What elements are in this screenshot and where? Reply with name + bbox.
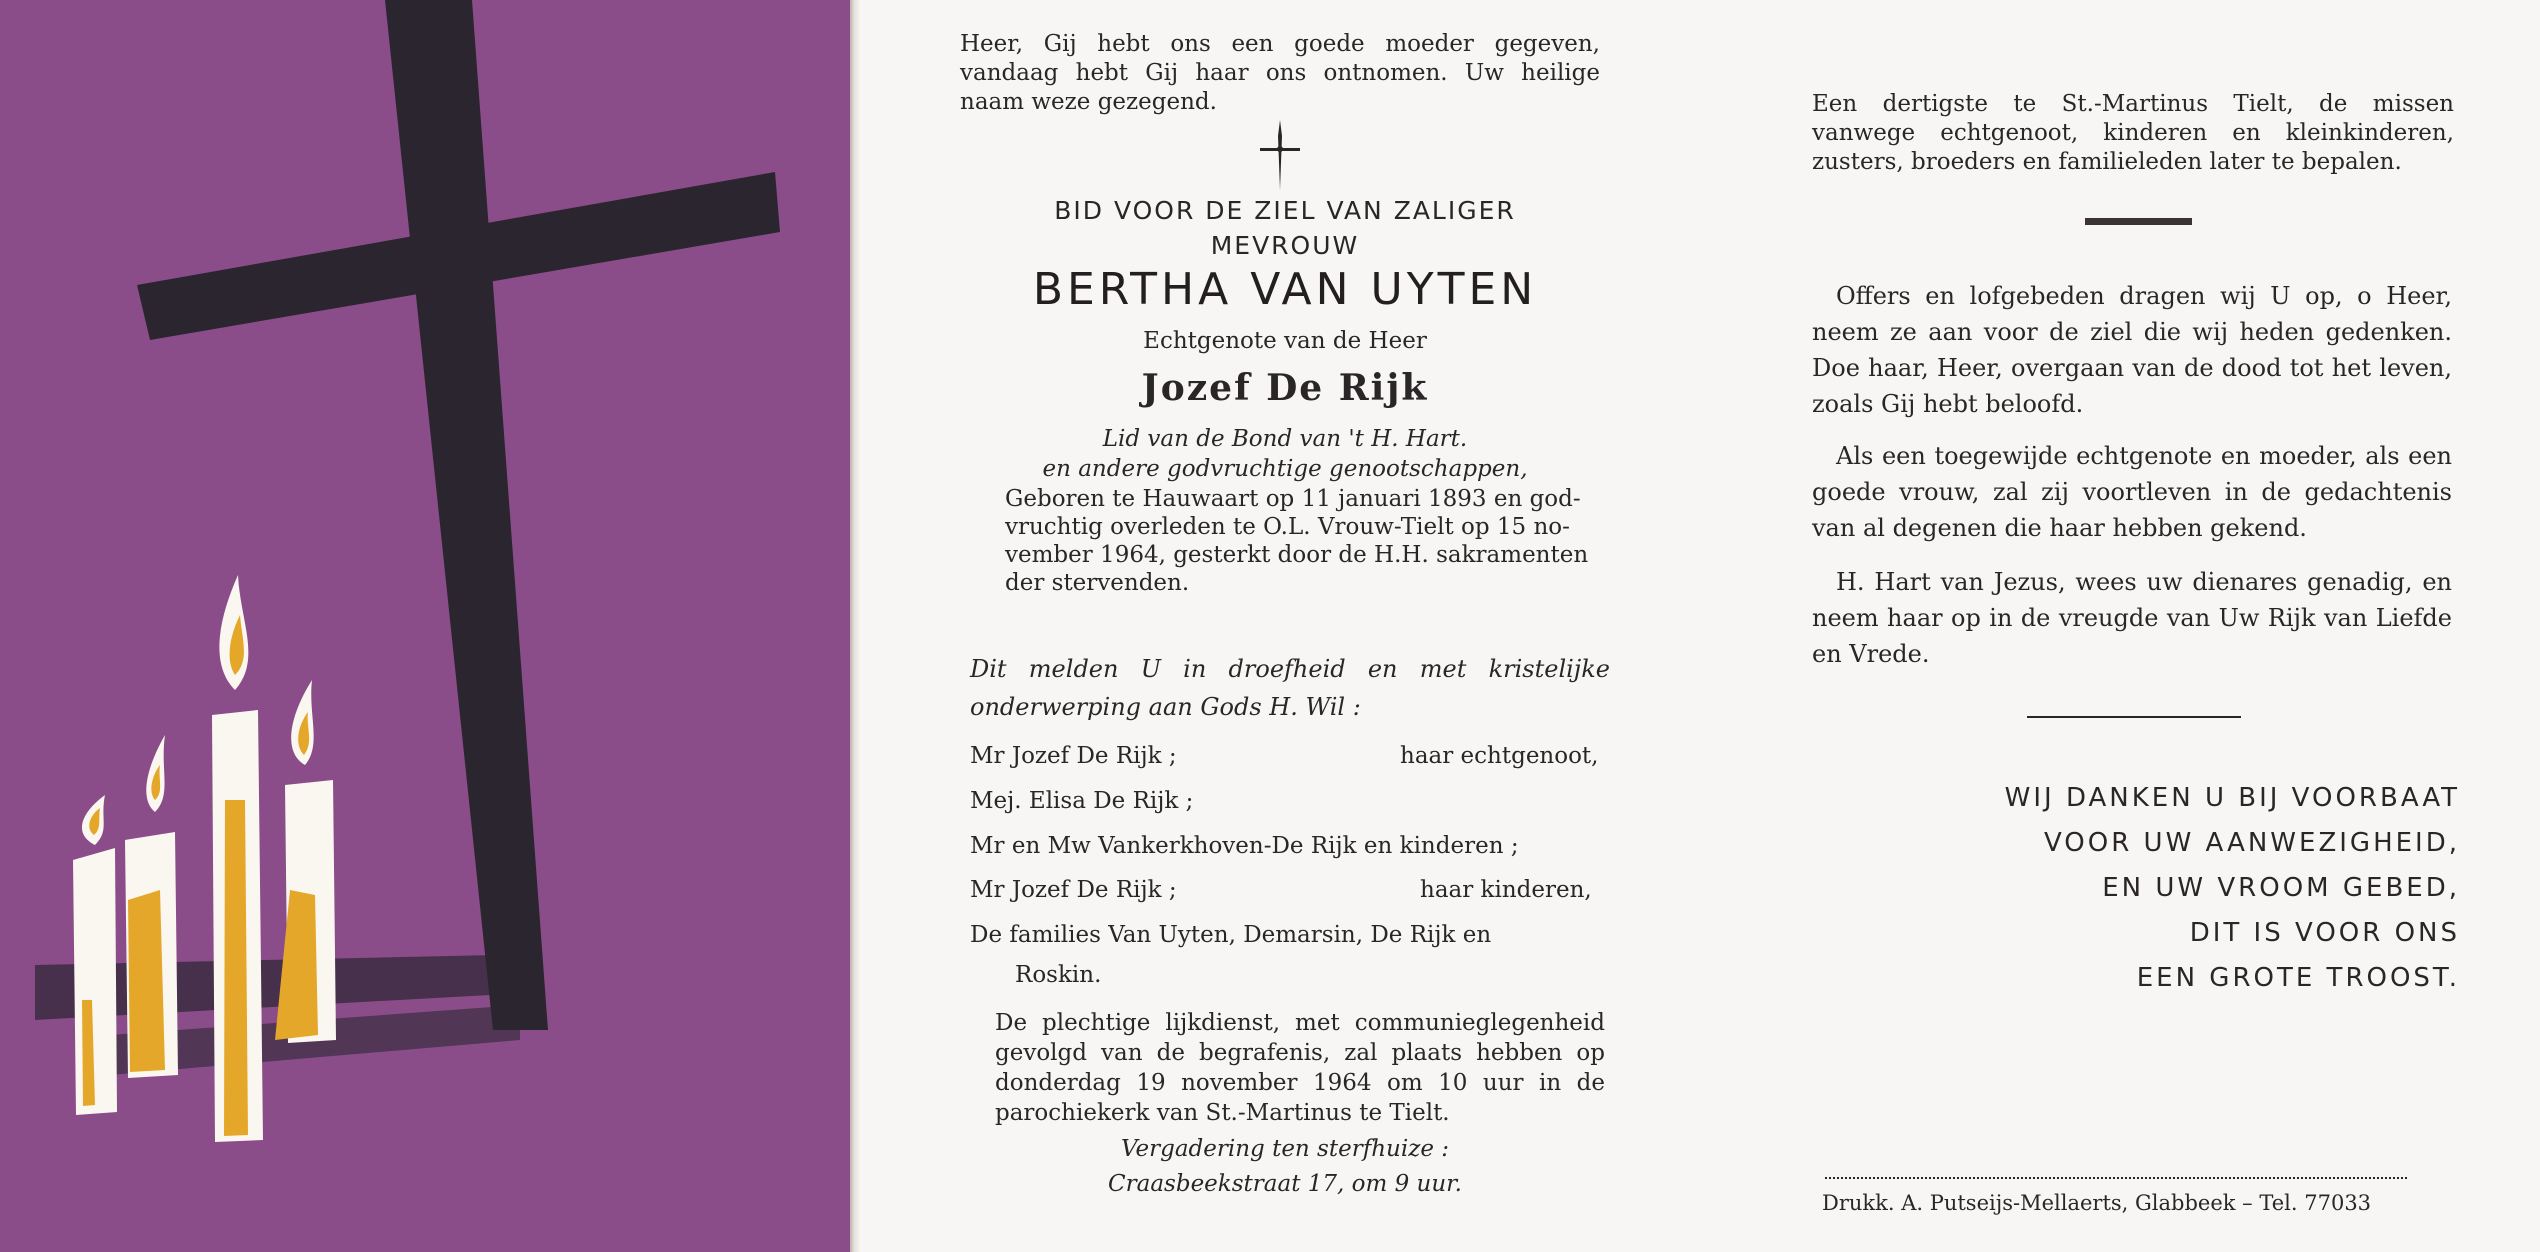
prayer-paragraph-1: Offers en lofgebeden dragen wij U op, o Heer, neem ze aan voor de ziel die wij heden gedenken. Doe haar, Heer, overgaan van de dood tot het leven, zoals Gij hebt beloofd.	[1812, 282, 2452, 418]
prayer-paragraph-2: Als een toegewijde echtgenote en moeder, als een goede vrouw, zal zij voortleven in de gedachtenis van al degenen die haar hebben gekend.	[1812, 442, 2452, 542]
printer-credit: Drukk. A. Putseijs-Mellaerts, Glabbeek – Tel. 77033	[1822, 1191, 2372, 1215]
ornament-divider	[2085, 218, 2192, 225]
family-name-6: Roskin.	[1015, 962, 1102, 988]
family-name-2: Mej. Elisa De Rijk ;	[970, 788, 1194, 814]
family-relation-1: haar echtgenoot,	[1400, 743, 1599, 769]
cover-artwork	[0, 0, 850, 1252]
section-divider	[2027, 716, 2241, 718]
family-name-4: Mr Jozef De Rijk ;	[970, 877, 1177, 903]
thanks-line-5: EEN GROTE TROOST.	[2136, 963, 2460, 993]
deceased-name: BERTHA VAN UYTEN	[1032, 264, 1538, 315]
small-cross-icon	[1255, 118, 1305, 193]
prayer-request: BID VOOR DE ZIEL VAN ZALIGER	[1054, 196, 1516, 225]
membership-line-2: en andere godvruchtige genootschappen,	[1042, 456, 1528, 482]
cover-illustration	[0, 0, 850, 1252]
life-line-2: vruchtig overleden te O.L. Vrouw-Tielt op 15 no-	[1005, 514, 1570, 540]
thanks-line-3: EN UW VROOM GEBED,	[2102, 873, 2460, 903]
spouse-intro: Echtgenote van de Heer	[1143, 328, 1427, 354]
announcement: Dit melden U in droefheid en met kristelijke onderwerping aan Gods H. Wil :	[970, 655, 1610, 721]
life-line-3: vember 1964, gesterkt door de H.H. sakramenten	[1005, 542, 1589, 568]
opening-prayer: Heer, Gij hebt ons een goede moeder gegeven, vandaag hebt Gij haar ons ontnomen. Uw heilige naam weze gezegend.	[960, 31, 1600, 115]
printer-rule	[1825, 1177, 2407, 1179]
title-mevrouw: MEVROUW	[1210, 231, 1360, 260]
card-fold	[850, 0, 860, 1252]
family-name-5: De families Van Uyten, Demarsin, De Rijk en	[970, 922, 1492, 948]
thanks-line-4: DIT IS VOOR ONS	[2189, 918, 2460, 948]
family-name-3: Mr en Mw Vankerkhoven-De Rijk en kinderen ;	[970, 833, 1519, 859]
life-line-4: der stervenden.	[1005, 570, 1190, 596]
gathering-line-1: Vergadering ten sterfhuize :	[1121, 1136, 1449, 1162]
funeral-details: De plechtige lijkdienst, met communieglegenheid gevolgd van de begrafenis, zal plaats hebben op donderdag 19 november 1964 om 10 uur in de parochiekerk van St.-Martinus te Tielt.	[995, 1010, 1605, 1126]
thanks-block	[1760, 776, 2460, 1001]
family-name-1: Mr Jozef De Rijk ;	[970, 743, 1177, 769]
thanks-line-1: WIJ DANKEN U BIJ VOORBAAT	[2004, 783, 2460, 813]
spouse-name: Jozef De Rijk	[1141, 367, 1429, 409]
family-relation-4: haar kinderen,	[1420, 877, 1592, 903]
membership-line-1: Lid van de Bond van 't H. Hart.	[1102, 426, 1468, 452]
thanks-line-2: VOOR UW AANWEZIGHEID,	[2043, 828, 2460, 858]
life-line-1: Geboren te Hauwaart op 11 januari 1893 en god-	[1005, 486, 1581, 512]
gathering-line-2: Craasbeekstraat 17, om 9 uur.	[1108, 1171, 1462, 1197]
prayer-paragraph-3: H. Hart van Jezus, wees uw dienares genadig, en neem haar op in de vreugde van Uw Rijk van Liefde en Vrede.	[1812, 568, 2452, 668]
trental-notice: Een dertigste te St.-Martinus Tielt, de missen vanwege echtgenoot, kinderen en kleinkinderen, zusters, broeders en familieleden later te bepalen.	[1812, 91, 2454, 175]
